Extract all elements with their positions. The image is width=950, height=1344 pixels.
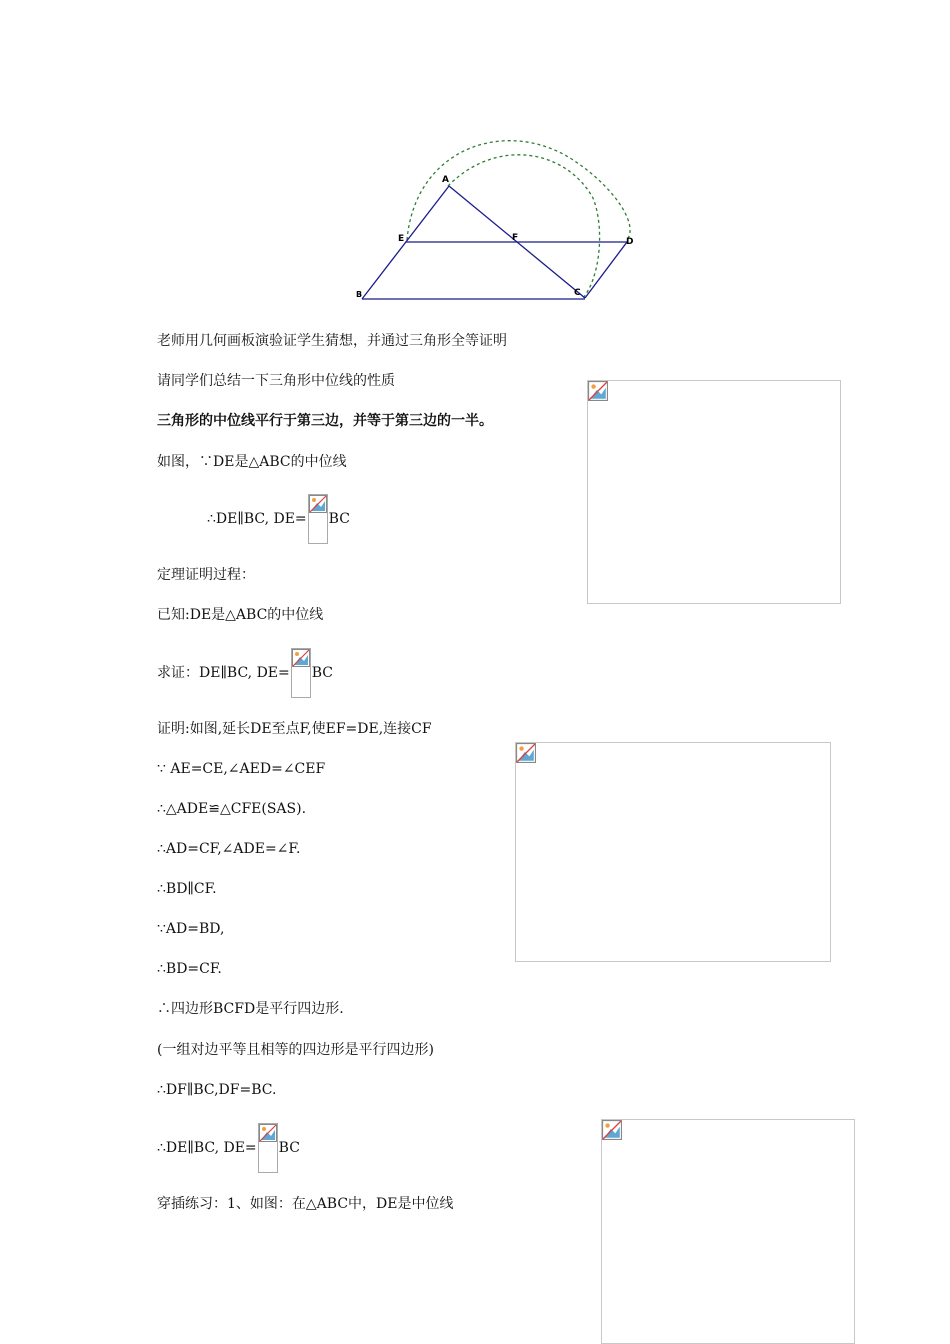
triangle-midline-diagram (355, 128, 645, 308)
practice-exercise: 穿插练习：1、如图：在△ABC中，DE是中位线 (157, 1196, 454, 1212)
intro-text: 老师用几何画板演验证学生猜想，并通过三角形全等证明 (157, 333, 507, 349)
inner-dashed-arc (448, 155, 600, 298)
proof-step-8: ∴四边形BCFD是平行四边形. (157, 1001, 344, 1017)
point-label-F: F (512, 233, 519, 243)
proof-heading: 定理证明过程： (157, 567, 255, 583)
point-label-A: A (442, 175, 449, 185)
fraction-placeholder (308, 494, 328, 544)
fraction-placeholder (258, 1123, 278, 1173)
proof-step-7: ∴BD=CF. (157, 961, 222, 977)
to-prove-text: 求证：DE∥BC, DE= (157, 665, 290, 681)
proof-step-5: ∴BD∥CF. (157, 881, 217, 897)
proof-conclusion-line (157, 1123, 300, 1173)
proof-step-2: ∵ AE=CE,∠AED=∠CEF (157, 761, 326, 777)
broken-image-icon (309, 495, 327, 513)
conclusion-tail: BC (328, 511, 350, 527)
broken-image-icon (516, 743, 536, 763)
broken-image-icon (588, 381, 608, 401)
broken-image-icon (602, 1120, 622, 1140)
proof-step-3: ∴△ADE≌△CFE(SAS). (157, 801, 307, 817)
to-prove-tail: BC (311, 665, 334, 681)
point-label-D: D (626, 237, 634, 247)
fraction-placeholder (291, 648, 311, 698)
broken-image-icon (259, 1124, 277, 1142)
outer-dashed-arc (407, 141, 630, 240)
image-placeholder-3 (601, 1119, 855, 1344)
image-placeholder-1 (587, 380, 841, 604)
proof-step-1: 证明:如图,延长DE至点F,使EF=DE,连接CF (157, 721, 432, 737)
point-label-E: E (398, 234, 405, 244)
proof-step-9: (一组对边平等且相等的四边形是平行四边形) (157, 1042, 434, 1058)
proof-step-4: ∴AD=CF,∠ADE=∠F. (157, 841, 301, 857)
conclusion-text: ∴DE∥BC, DE= (207, 511, 307, 527)
image-placeholder-2 (515, 742, 831, 962)
segment-CD (585, 242, 627, 298)
given-line: 如图，∵DE是△ABC的中位线 (157, 454, 347, 470)
point-label-C: C (574, 288, 581, 298)
summary-prompt: 请同学们总结一下三角形中位线的性质 (157, 373, 395, 389)
proof-conclusion-tail: BC (278, 1140, 300, 1156)
broken-image-icon (292, 649, 310, 667)
point-label-B: B (356, 290, 363, 299)
conclusion-line (207, 494, 350, 544)
proof-step-6: ∵AD=BD, (157, 921, 225, 937)
known-line: 已知:DE是△ABC的中位线 (157, 607, 324, 623)
to-prove-line (157, 648, 333, 698)
theorem-statement: 三角形的中位线平行于第三边，并等于第三边的一半。 (157, 413, 493, 429)
proof-conclusion-text: ∴DE∥BC, DE= (157, 1140, 257, 1156)
proof-step-10: ∴DF∥BC,DF=BC. (157, 1082, 277, 1098)
